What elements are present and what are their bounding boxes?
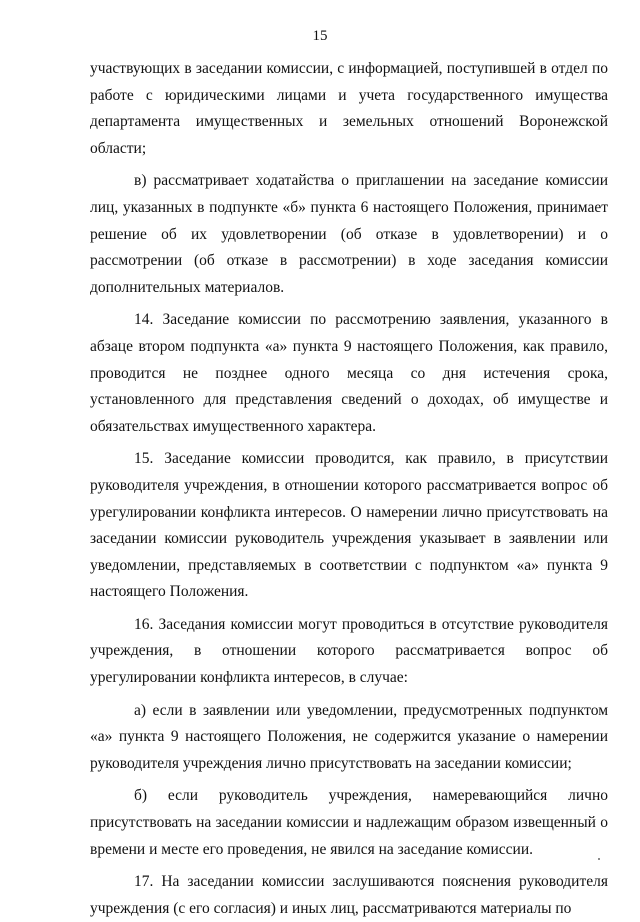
paragraph-14: 14. Заседание комиссии по рассмотрению заявления, указанного в абзаце втором подпункта «а» пункта 9 настоящего Положения, как правило, проводится не позднее одного месяца со дня истечения срока, установленного для представления сведений о доходах, об имуществе и обязательствах имущественного характера. [90, 311, 608, 435]
paragraph-16: 16. Заседания комиссии могут проводиться в отсутствие руководителя учреждения, в отношении которого рассматривается вопрос об урегулировании конфликта интересов, в случае: [90, 615, 608, 687]
scan-speck [598, 858, 600, 860]
paragraph-16-subitem-b: б) если руководитель учреждения, намеревающийся лично присутствовать на заседании комиссии и надлежащим образом извещенный о времени и месте его проведения, не явился на заседание комиссии. [90, 787, 608, 858]
paragraph-continuation: участвующих в заседании комиссии, с информацией, поступившей в отдел по работе с юридическими лицами и учета государственного имущества департамента имущественных и земельных отношений Воронежской области; [90, 60, 608, 157]
paragraph-16-subitem-a: а) если в заявлении или уведомлении, предусмотренных подпунктом «а» пункта 9 настоящего Положения, не содержится указание о намерении руководителя учреждения лично присутствовать на заседании комиссии; [90, 701, 608, 772]
document-body [90, 56, 608, 922]
paragraph-15: 15. Заседание комиссии проводится, как правило, в присутствии руководителя учреждения, в отношении которого рассматривается вопрос об урегулировании конфликта интересов. О намерении лично присутствовать на заседании комиссии руководитель учреждения указывает в заявлении или уведомлении, представляемых в соответствии с подпунктом «а» пункта 9 настоящего Положения. [90, 450, 608, 601]
paragraph-subitem-v: в) рассматривает ходатайства о приглашении на заседание комиссии лиц, указанных в подпункте «б» пункта 6 настоящего Положения, принимает решение об их удовлетворении (об отказе в удовлетворении) и о рассмотрении (об отказе в рассмотрении) в ходе заседания комиссии дополнительных материалов. [90, 172, 608, 296]
page-number: 15 [312, 28, 328, 44]
paragraph-17: 17. На заседании комиссии заслушиваются пояснения руководителя учреждения (с его согласия) и иных лиц, рассматриваются материалы по [90, 873, 608, 917]
